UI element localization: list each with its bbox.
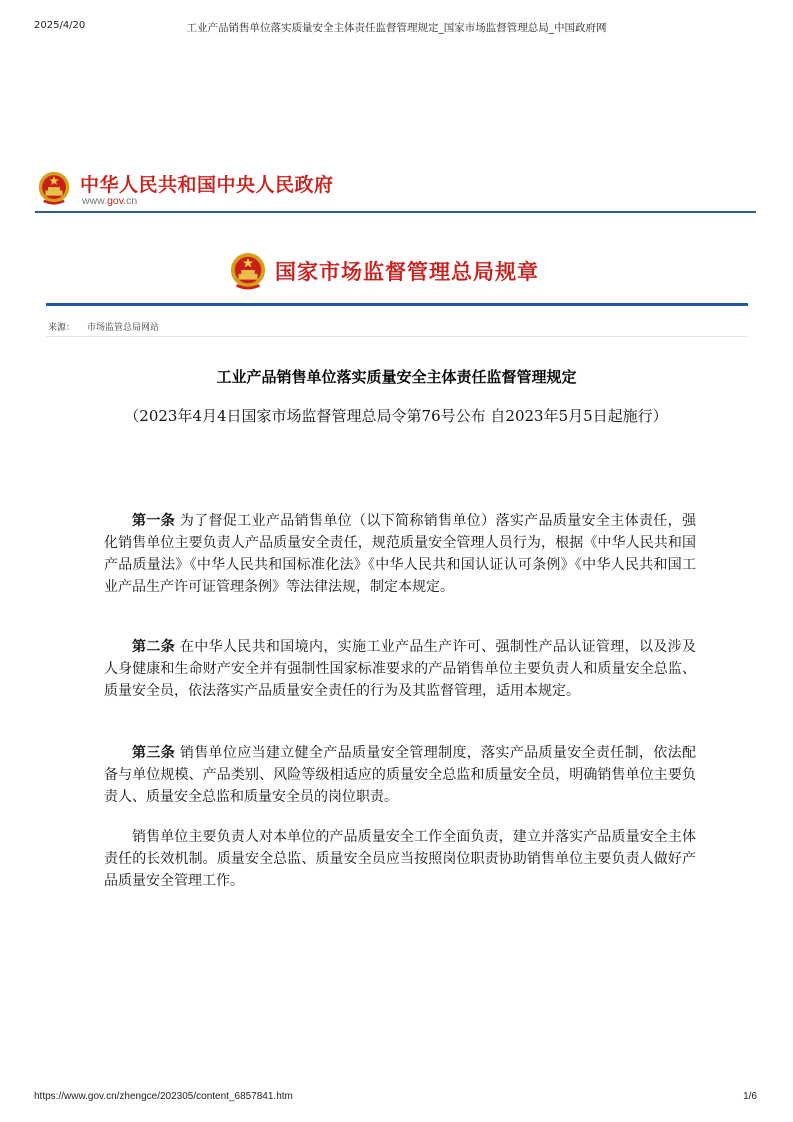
document-title: 工业产品销售单位落实质量安全主体责任监督管理规定 [216,368,577,386]
print-url: https://www.gov.cn/zhengce/202305/content_6857841.htm [34,1091,293,1102]
article-paragraph: 销售单位主要负责人对本单位的产品质量安全工作全面负责，建立并落实产品质量安全主体责任的长效机制。质量安全总监、质量安全员应当按照岗位职责协助销售单位主要负责人做好产品质量安全管理工作。 [104,829,696,889]
article-number: 第三条 [132,745,176,761]
article-number: 第二条 [132,639,176,655]
print-date: 2025/4/20 [34,20,86,31]
source-label: 来源： [48,323,76,333]
article-paragraph: 第一条 为了督促工业产品销售单位（以下简称销售单位）落实产品质量安全主体责任，强化销售单位主要负责人产品质量安全责任，规范质量安全管理人员行为，根据《中华人民共和国产品质量法》《中华人民共和国标准化法》《中华人民共和国认证认可条例》《中华人民共和国工业产品生产许可证管理条例》等法律法规，制定本规定。 [104,513,696,595]
site-domain: www.gov.cn [82,195,138,207]
header-divider [35,211,756,213]
article-paragraph: 第二条 在中华人民共和国境内，实施工业产品生产许可、强制性产品认证管理，以及涉及人身健康和生命财产安全并有强制性国家标准要求的产品销售单位主要负责人和质量安全总监、质量安全员，依法落实产品质量安全责任的行为及其监督管理，适用本规定。 [104,639,696,699]
banner-divider [46,303,748,306]
article-number: 第一条 [132,513,176,529]
source-link[interactable]: 市场监管总局网站 [87,323,160,333]
site-name[interactable]: 中华人民共和国中央人民政府 [80,174,334,196]
article-paragraph: 第三条 销售单位应当建立健全产品质量安全管理制度，落实产品质量安全责任制，依法配备与单位规模、产品类别、风险等级相适应的质量安全总监和质量安全员，明确销售单位主要负责人、质量安全总监和质量安全员的岗位职责。 [104,745,696,805]
banner-title: 国家市场监督管理总局规章 [275,259,539,284]
page-number: 1/6 [743,1091,757,1102]
national-emblem-icon [37,170,71,206]
document-subtitle: （2023年4月4日国家市场监督管理总局令第76号公布 自2023年5月5日起施行） [124,407,668,425]
source-line [48,320,159,333]
national-emblem-icon [229,251,267,291]
print-page-title: 工业产品销售单位落实质量安全主体责任监督管理规定_国家市场监督管理总局_中国政府网 [186,22,607,34]
source-divider [46,336,748,337]
